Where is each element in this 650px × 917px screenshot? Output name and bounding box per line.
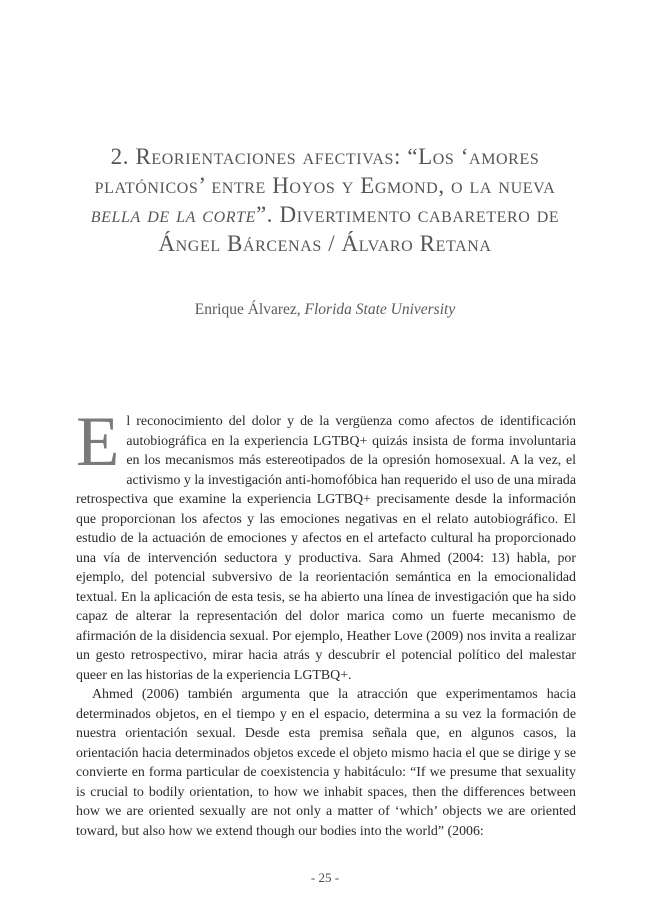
- paragraph-2: Ahmed (2006) también argumenta que la atracción que experimentamos hacia determinados objetos, en el tiempo y en el espacio, determina a su vez la formación de nuestra orientación sexual. Desde esta premisa señala que, en algunos casos, la orientación hacia determinados objetos excede el objeto mismo hacia el que se dirige y se convierte en forma particular de coexistencia y habitáculo: “If we presume that sexuality is crucial to bodily orientation, to how we inhabit spaces, then the differences between how we are oriented sexually are not only a matter of ‘which’ objects we are oriented toward, but also how we extend though our bodies into the world” (2006:: [76, 687, 576, 839]
- chapter-title-part2: ”. Divertimento cabaretero de Ángel Bárcenas / Álvaro Retana: [158, 202, 560, 256]
- paragraph-1-text: l reconocimiento del dolor y de la vergüenza como afectos de identificación autobiográfica en la experiencia LGTBQ+ quizás insista de forma involuntaria en los mecanismos más estereotipados de la opresión homosexual. A la vez, el activismo y la investigación anti-homofóbica han requerido el uso de una mirada retrospectiva que examine la experiencia LGTBQ+ precisamente desde la información que proporcionan los afectos y las emociones negativas en el relato autobiográfico. El estudio de la actuación de emociones y afectos en el artefacto cultural ha proporcionado una vía de intervención seductora y productiva. Sara Ahmed (2004: 13) habla, por ejemplo, del potencial subversivo de la reorientación semántica en la emocionalidad textual. En la aplicación de esta tesis, se ha abierto una línea de investigación que ha sido capaz de alterar la representación del dolor marica como un fuerte mecanismo de afirmación de la disidencia sexual. Por ejemplo, Heather Love (2009) nos invita a realizar un gesto retrospectivo, mirar hacia atrás y descubrir el potencial político del malestar queer en las historias de la experiencia LGTBQ+.: [76, 414, 576, 683]
- chapter-title-italic: bella de la corte: [90, 202, 256, 227]
- chapter-title-part1: 2. Reorientaciones afectivas: “Los ‘amores platónicos’ entre Hoyos y Egmond, o la nueva: [94, 144, 556, 198]
- paragraph-1: [76, 403, 576, 685]
- drop-cap: E: [76, 403, 120, 481]
- body-text: [76, 403, 576, 841]
- author-affiliation: Florida State University: [304, 301, 456, 318]
- chapter-title: [80, 142, 570, 258]
- author-line: [0, 301, 650, 319]
- author-name: Enrique Álvarez,: [194, 301, 305, 318]
- page-number: - 25 -: [310, 870, 340, 885]
